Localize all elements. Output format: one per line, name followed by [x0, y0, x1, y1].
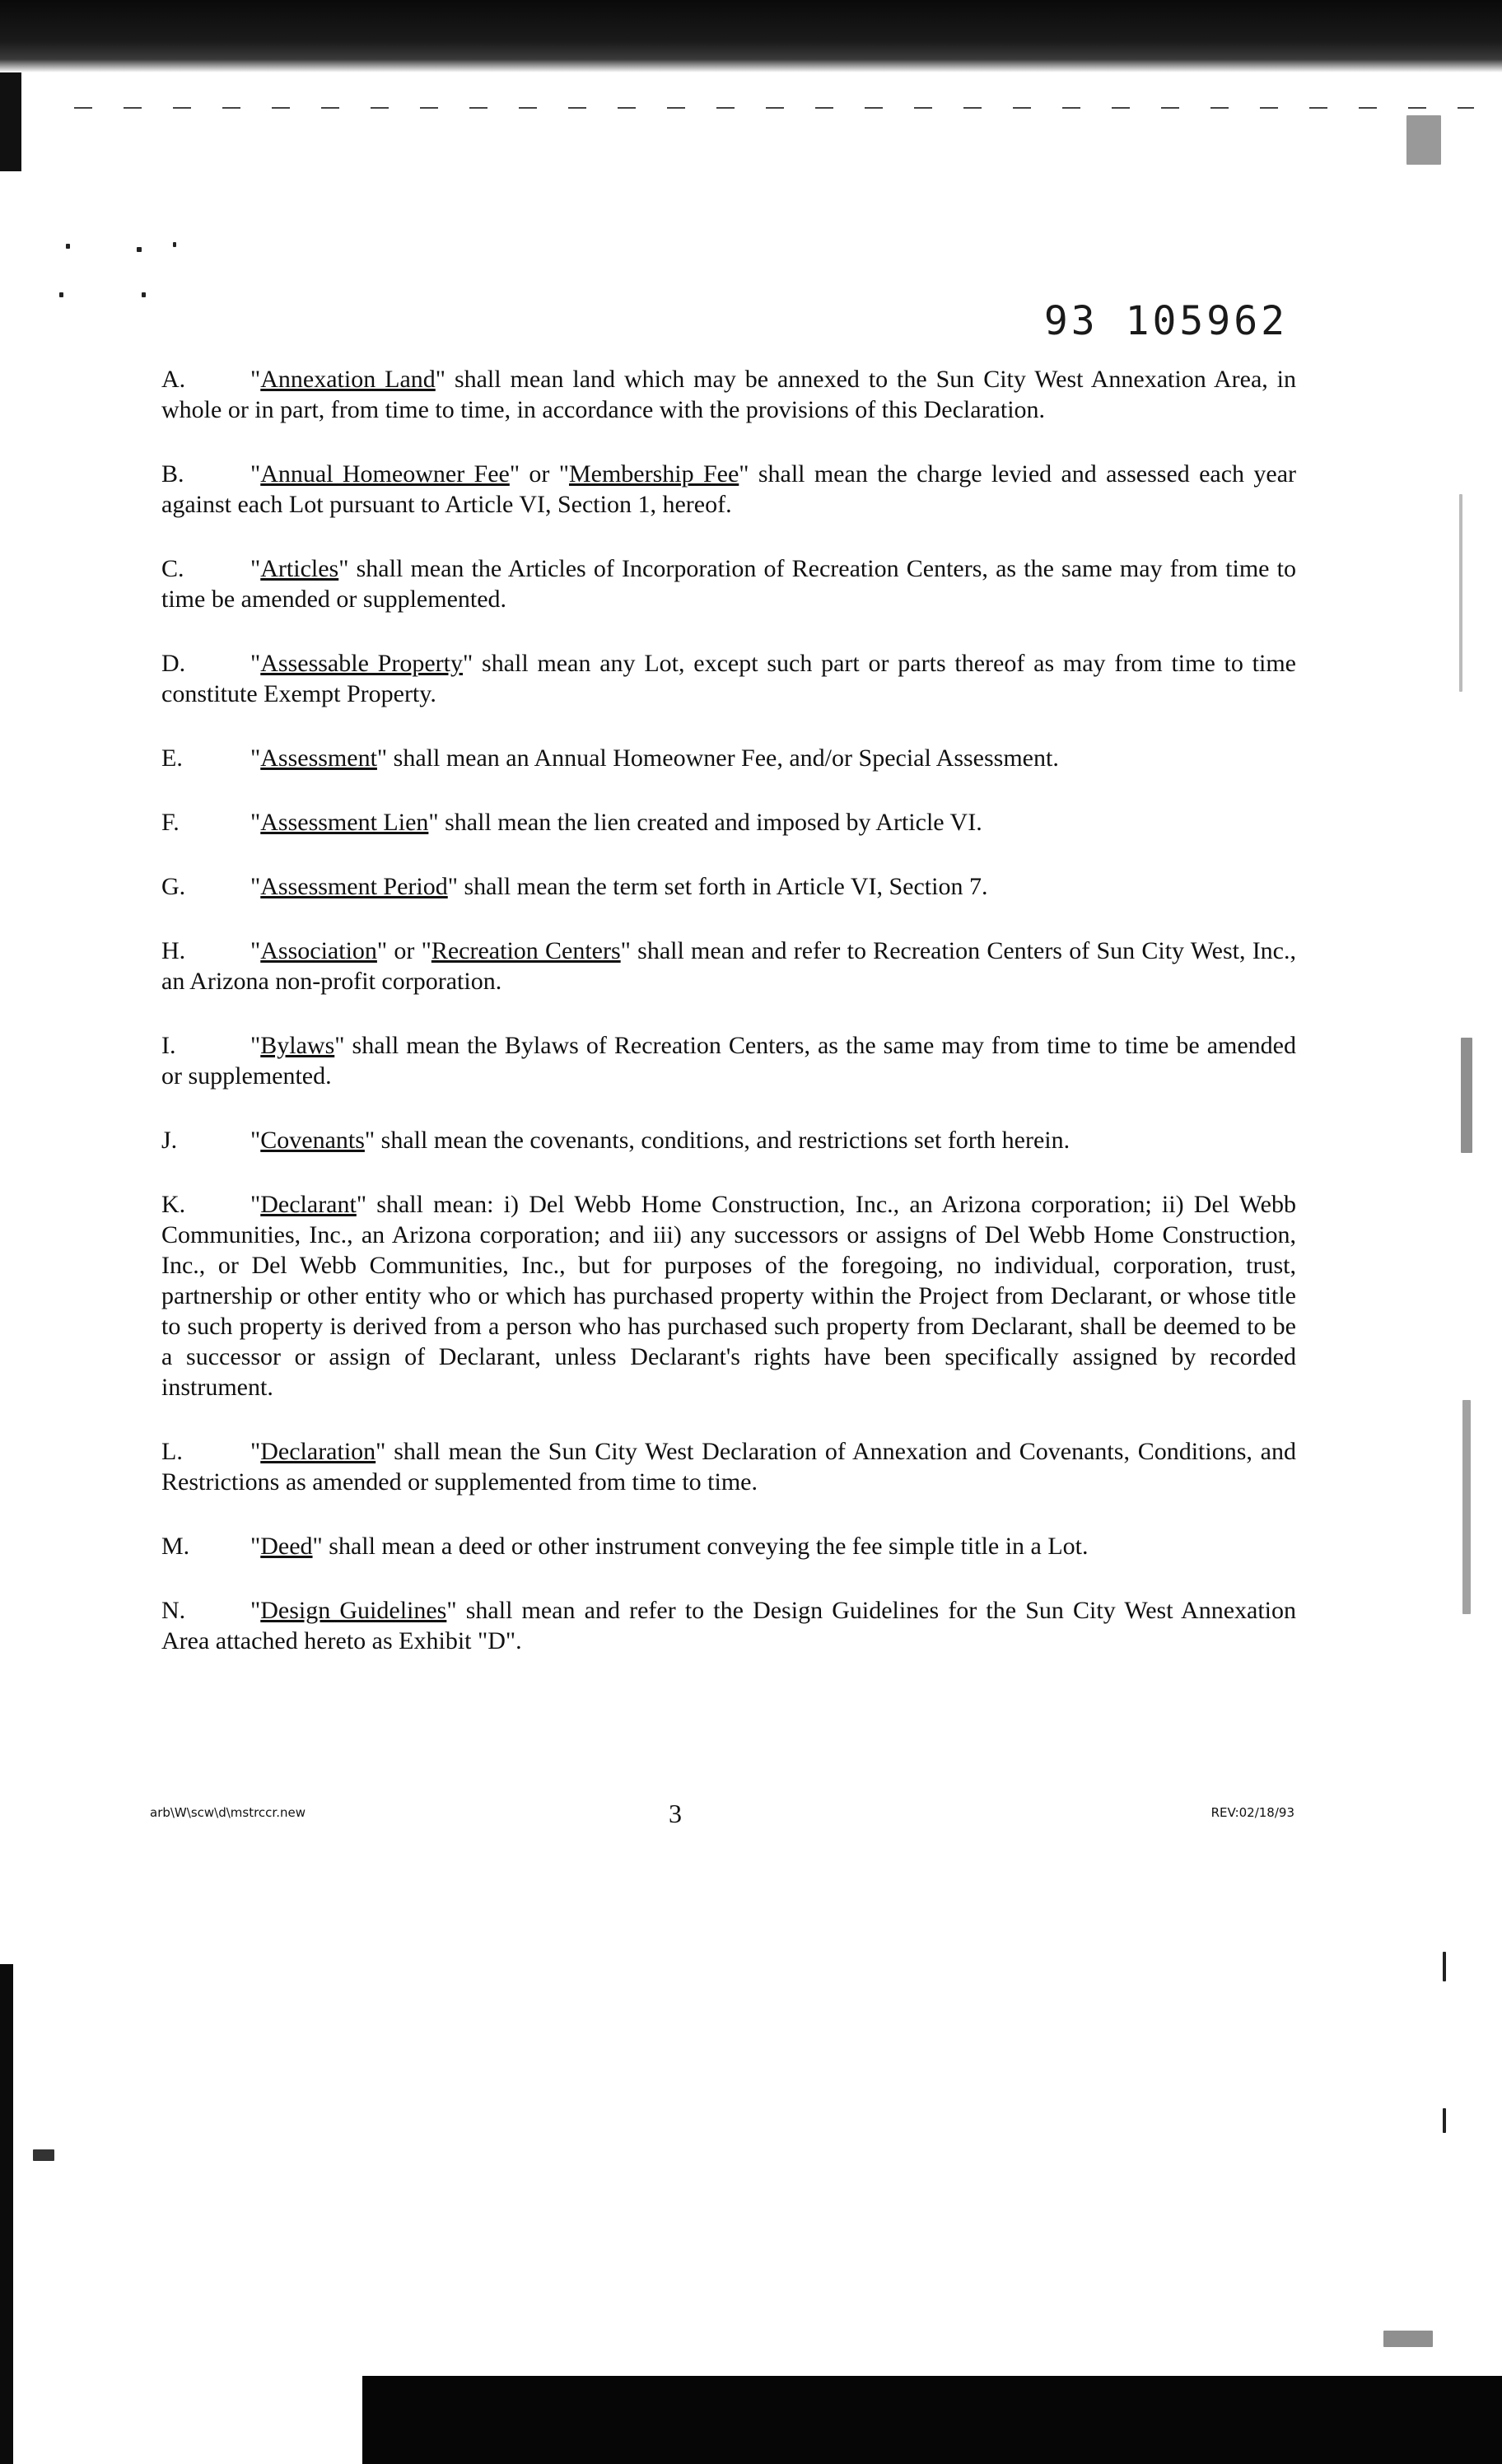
footer-revision: REV:02/18/93	[1210, 1805, 1294, 1820]
defined-term: Assessment	[260, 744, 377, 772]
defined-term: Assessment Lien	[260, 809, 429, 836]
scan-edge-mark	[1462, 1400, 1471, 1614]
defined-term: Covenants	[260, 1127, 365, 1154]
defined-term: Recreation Centers	[431, 937, 621, 964]
scan-speck	[142, 292, 146, 297]
scan-speck	[33, 2149, 54, 2161]
page-number: 3	[669, 1799, 682, 1828]
scan-edge-mark	[1461, 1038, 1472, 1153]
scan-edge-mark	[1459, 494, 1462, 692]
definitions-list	[161, 364, 1296, 1690]
definition-a: A. "Annexation Land" shall mean land which may be annexed to the Sun City West Annexation Area, in whole or in part, from time to time, in accordance with the provisions of this Declaration.	[161, 366, 1297, 423]
defined-term: Articles	[260, 555, 339, 582]
definition-d: D. "Assessable Property" shall mean any Lot, except such part or parts thereof as may from time to time constitute Exempt Property.	[161, 650, 1296, 707]
definition-c: C. "Articles" shall mean the Articles of Incorporation of Recreation Centers, as the same may from time to time be amended or supplemented.	[161, 555, 1296, 613]
definition-j: J. "Covenants" shall mean the covenants, conditions, and restrictions set forth herein.	[161, 1127, 1071, 1154]
definition-i: I. "Bylaws" shall mean the Bylaws of Recreation Centers, as the same may from time to time be amended or supplemented.	[161, 1032, 1296, 1090]
defined-term: Assessable Property	[260, 650, 463, 677]
definition-g: G. "Assessment Period" shall mean the term set forth in Article VI, Section 7.	[161, 873, 988, 900]
defined-term: Declarant	[260, 1191, 357, 1218]
definition-l: L. "Declaration" shall mean the Sun City West Declaration of Annexation and Covenants, Conditions, and Restrictions as amended or supplemented from time to time.	[161, 1438, 1296, 1496]
defined-term: Design Guidelines	[260, 1597, 447, 1624]
defined-term: Bylaws	[260, 1032, 335, 1059]
definition-k: K. "Declarant" shall mean: i) Del Webb Home Construction, Inc., an Arizona corporation; ii) Del Webb Communities, Inc., an Arizona corporation; and iii) any successors or assigns of Del Webb Home Construction, Inc., or Del Webb Communities, Inc., but for purposes of the foregoing, no individual, corporation, trust, partnership or other entity who or which has purchased property within the Project from Declarant, or whose title to such property is derived from a person who has purchased such property from Declarant, shall be deemed to be a successor or assign of Declarant, unless Declarant's rights have been specifically assigned by recorded instrument.	[161, 1191, 1296, 1401]
definition-e: E. "Assessment" shall mean an Annual Homeowner Fee, and/or Special Assessment.	[161, 744, 1059, 772]
defined-term: Membership Fee	[568, 460, 739, 488]
defined-term: Deed	[260, 1533, 313, 1560]
scan-blot	[1406, 115, 1441, 165]
defined-term: Declaration	[260, 1438, 376, 1465]
scan-speck	[137, 247, 142, 252]
definition-m: M. "Deed" shall mean a deed or other instrument conveying the fee simple title in a Lot.	[161, 1533, 1089, 1560]
defined-term: Association	[260, 937, 377, 964]
scan-edge-mark	[1443, 1952, 1446, 1981]
definition-n: N. "Design Guidelines" shall mean and refer to the Design Guidelines for the Sun City West Annexation Area attached hereto as Exhibit "D".	[161, 1597, 1296, 1654]
definition-f: F. "Assessment Lien" shall mean the lien created and imposed by Article VI.	[161, 809, 982, 836]
scan-border-left-lower	[0, 1964, 13, 2464]
defined-term: Annual Homeowner Fee	[260, 460, 510, 488]
scan-dash-line	[74, 107, 1474, 109]
footer-file-path: arb\W\scw\d\mstrccr.new	[150, 1805, 306, 1820]
scan-speck	[173, 242, 176, 247]
scan-blot	[1383, 2331, 1433, 2347]
scan-border-bottom	[362, 2376, 1502, 2464]
document-number: 93 105962	[1043, 298, 1288, 344]
definition-b: B. "Annual Homeowner Fee" or "Membership Fee" shall mean the charge levied and assessed each year against each Lot pursuant to Article VI, Section 1, hereof.	[161, 460, 1297, 518]
defined-term: Annexation Land	[260, 366, 436, 393]
scan-speck	[59, 292, 63, 297]
scan-speck	[66, 244, 70, 249]
scan-edge-mark	[1443, 2108, 1446, 2133]
scan-border-top	[0, 0, 1502, 72]
defined-term: Assessment Period	[260, 873, 448, 900]
page-footer	[150, 1799, 1303, 1832]
definition-h: H. "Association" or "Recreation Centers" shall mean and refer to Recreation Centers of Sun City West, Inc., an Arizona non-profit corporation.	[161, 937, 1296, 995]
scan-border-left	[0, 72, 21, 171]
